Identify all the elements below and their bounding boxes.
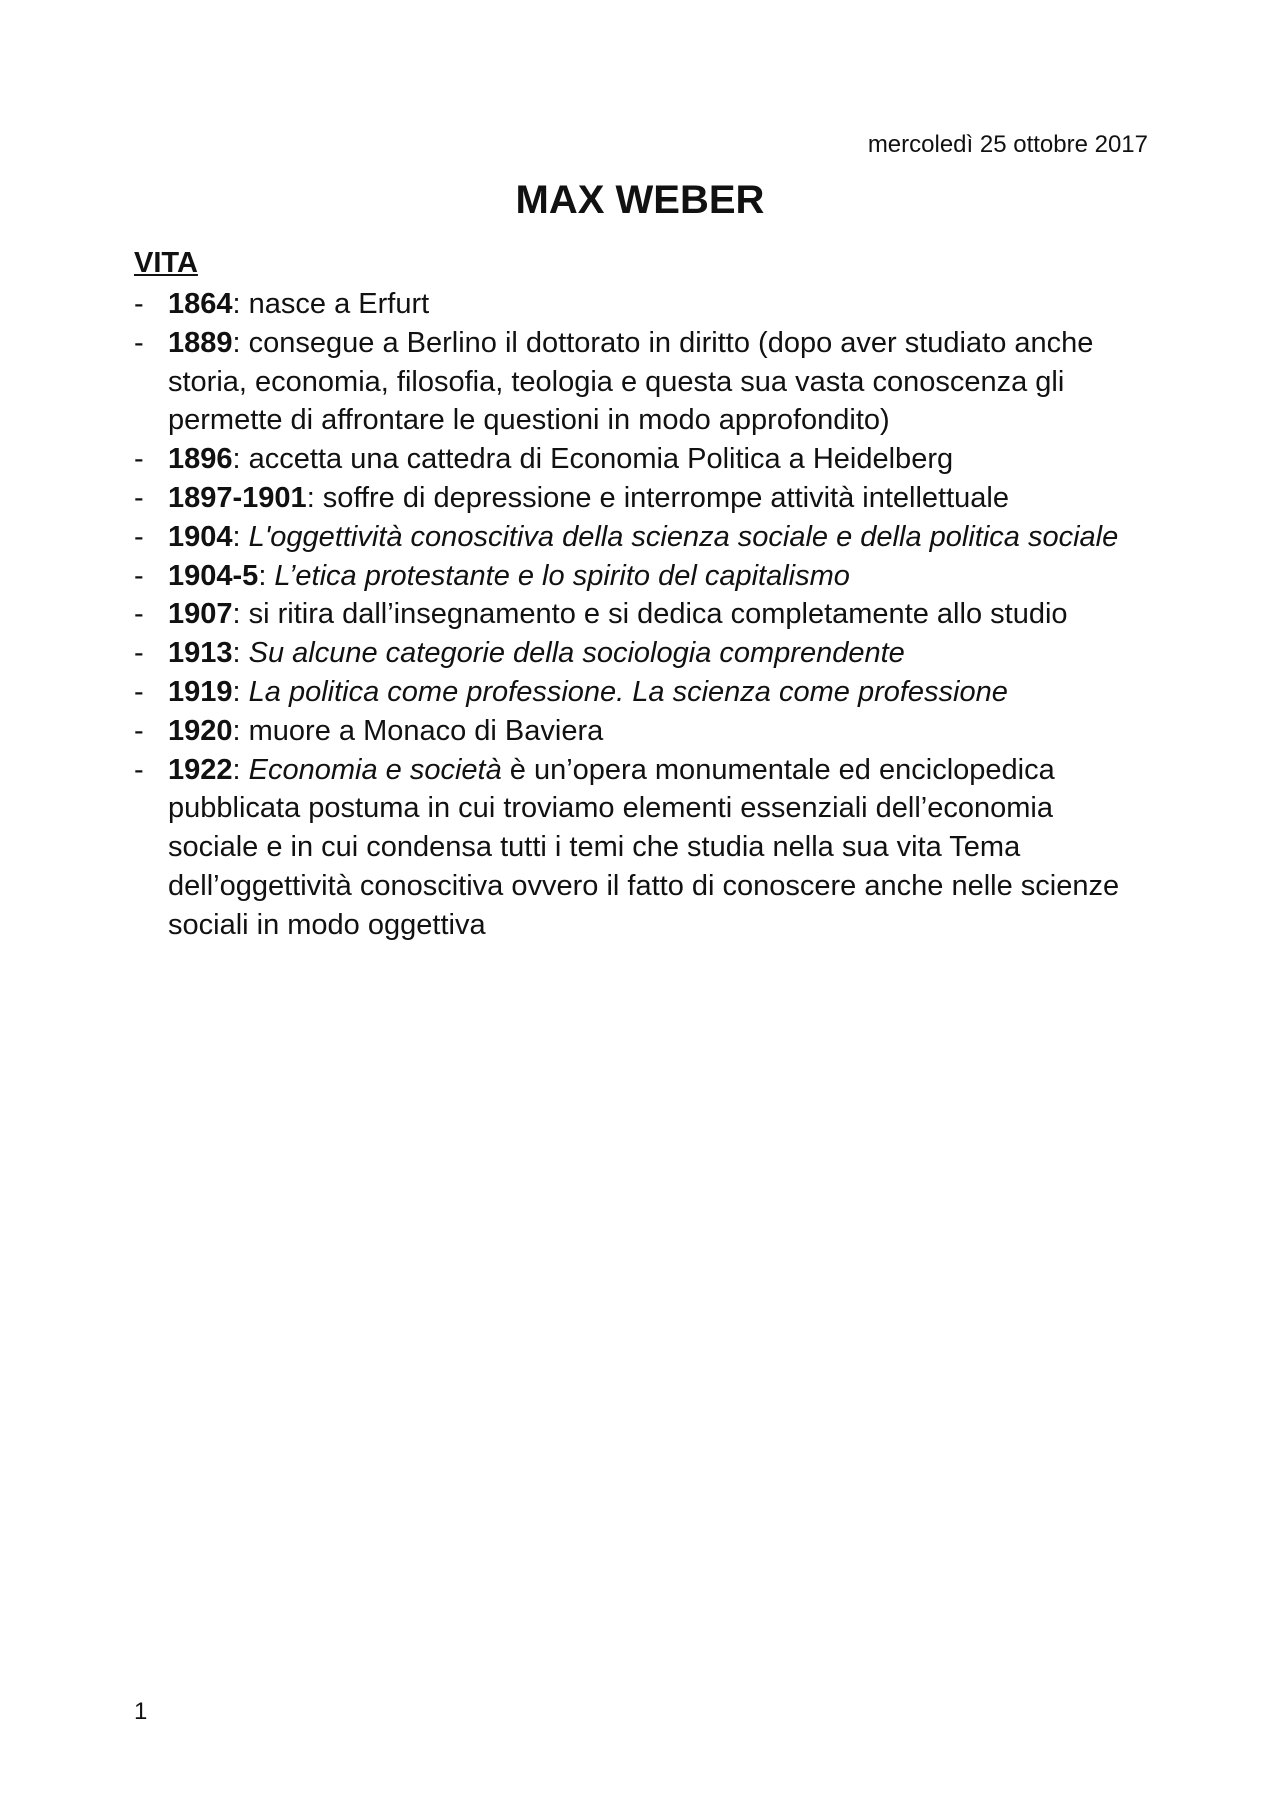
timeline-work-title: La politica come professione. La scienza come professione (240, 675, 1008, 708)
timeline-text: consegue a Berlino il dottorato in diritto (dopo aver studiato anche storia, economia, filosofia, teologia e questa sua vasta conoscenza gli permette di affrontare le questioni in modo approfondito) (168, 326, 1094, 437)
timeline-item (134, 285, 1144, 324)
list-dash: - (134, 288, 144, 320)
timeline-year: 1913 (168, 637, 233, 670)
timeline-year: 1904 (168, 520, 233, 553)
page-title: MAX WEBER (515, 178, 765, 222)
timeline-list (134, 285, 1144, 945)
timeline-text: nasce a Erfurt (240, 288, 430, 320)
timeline-year: 1907 (168, 598, 233, 631)
timeline-separator: : (232, 637, 241, 670)
timeline-year: 1922 (168, 753, 233, 786)
list-dash: - (134, 481, 144, 514)
page-number: 1 (134, 1698, 148, 1725)
timeline-separator: : (306, 481, 315, 514)
timeline-work-title: L'oggettività conoscitiva della scienza sociale e della politica sociale (240, 520, 1119, 553)
list-dash: - (134, 714, 144, 747)
timeline-work-title: Su alcune categorie della sociologia comprendente (240, 637, 905, 670)
section-heading-vita: VITA (134, 247, 198, 279)
list-dash: - (134, 520, 144, 553)
timeline-separator: : (232, 753, 241, 786)
list-dash: - (134, 675, 144, 708)
timeline-year: 1889 (168, 326, 233, 359)
timeline-year: 1897-1901 (168, 481, 307, 514)
list-dash: - (134, 598, 144, 631)
timeline-separator: : (232, 288, 241, 320)
timeline-item (134, 751, 1144, 945)
list-dash: - (134, 326, 144, 359)
timeline-separator: : (232, 675, 241, 708)
timeline-work-title: Economia e società (240, 753, 502, 786)
timeline-separator: : (258, 559, 267, 592)
list-dash: - (134, 443, 144, 476)
timeline-item (134, 440, 1144, 479)
timeline-year: 1919 (168, 675, 233, 708)
timeline-item (134, 673, 1144, 712)
timeline-year: 1896 (168, 443, 233, 476)
timeline-separator: : (232, 326, 241, 359)
timeline-text: soffre di depressione e interrompe attività intellettuale (314, 481, 1009, 514)
date-line: mercoledì 25 ottobre 2017 (867, 131, 1148, 158)
timeline-text: muore a Monaco di Baviera (240, 714, 604, 747)
timeline-year: 1864 (168, 288, 233, 320)
timeline-item (134, 595, 1144, 634)
timeline-item (134, 324, 1144, 440)
timeline-text: accetta una cattedra di Economia Politica a Heidelberg (240, 443, 954, 476)
timeline-item (134, 557, 1144, 596)
timeline-separator: : (232, 714, 241, 747)
timeline-separator: : (232, 598, 241, 631)
timeline-item (134, 712, 1144, 751)
list-dash: - (134, 753, 144, 786)
timeline-work-title: L’etica protestante e lo spirito del capitalismo (266, 559, 850, 592)
timeline-item (134, 634, 1144, 673)
timeline-item (134, 518, 1144, 557)
timeline-year: 1904-5 (168, 559, 259, 592)
list-dash: - (134, 637, 144, 670)
timeline-separator: : (232, 520, 241, 553)
timeline-separator: : (232, 443, 241, 476)
timeline-year: 1920 (168, 714, 233, 747)
list-dash: - (134, 559, 144, 592)
timeline-text: si ritira dall’insegnamento e si dedica completamente allo studio (240, 598, 1068, 631)
timeline-text: è un’opera monumentale ed enciclopedica pubblicata postuma in cui troviamo elementi essenziali dell’economia sociale e in cui condensa tutti i temi che studia nella sua vita Tema dell’oggettività conoscitiva ovvero il fatto di conoscere anche nelle scienze sociali in modo oggettiva (168, 753, 1120, 941)
timeline-item (134, 479, 1144, 518)
